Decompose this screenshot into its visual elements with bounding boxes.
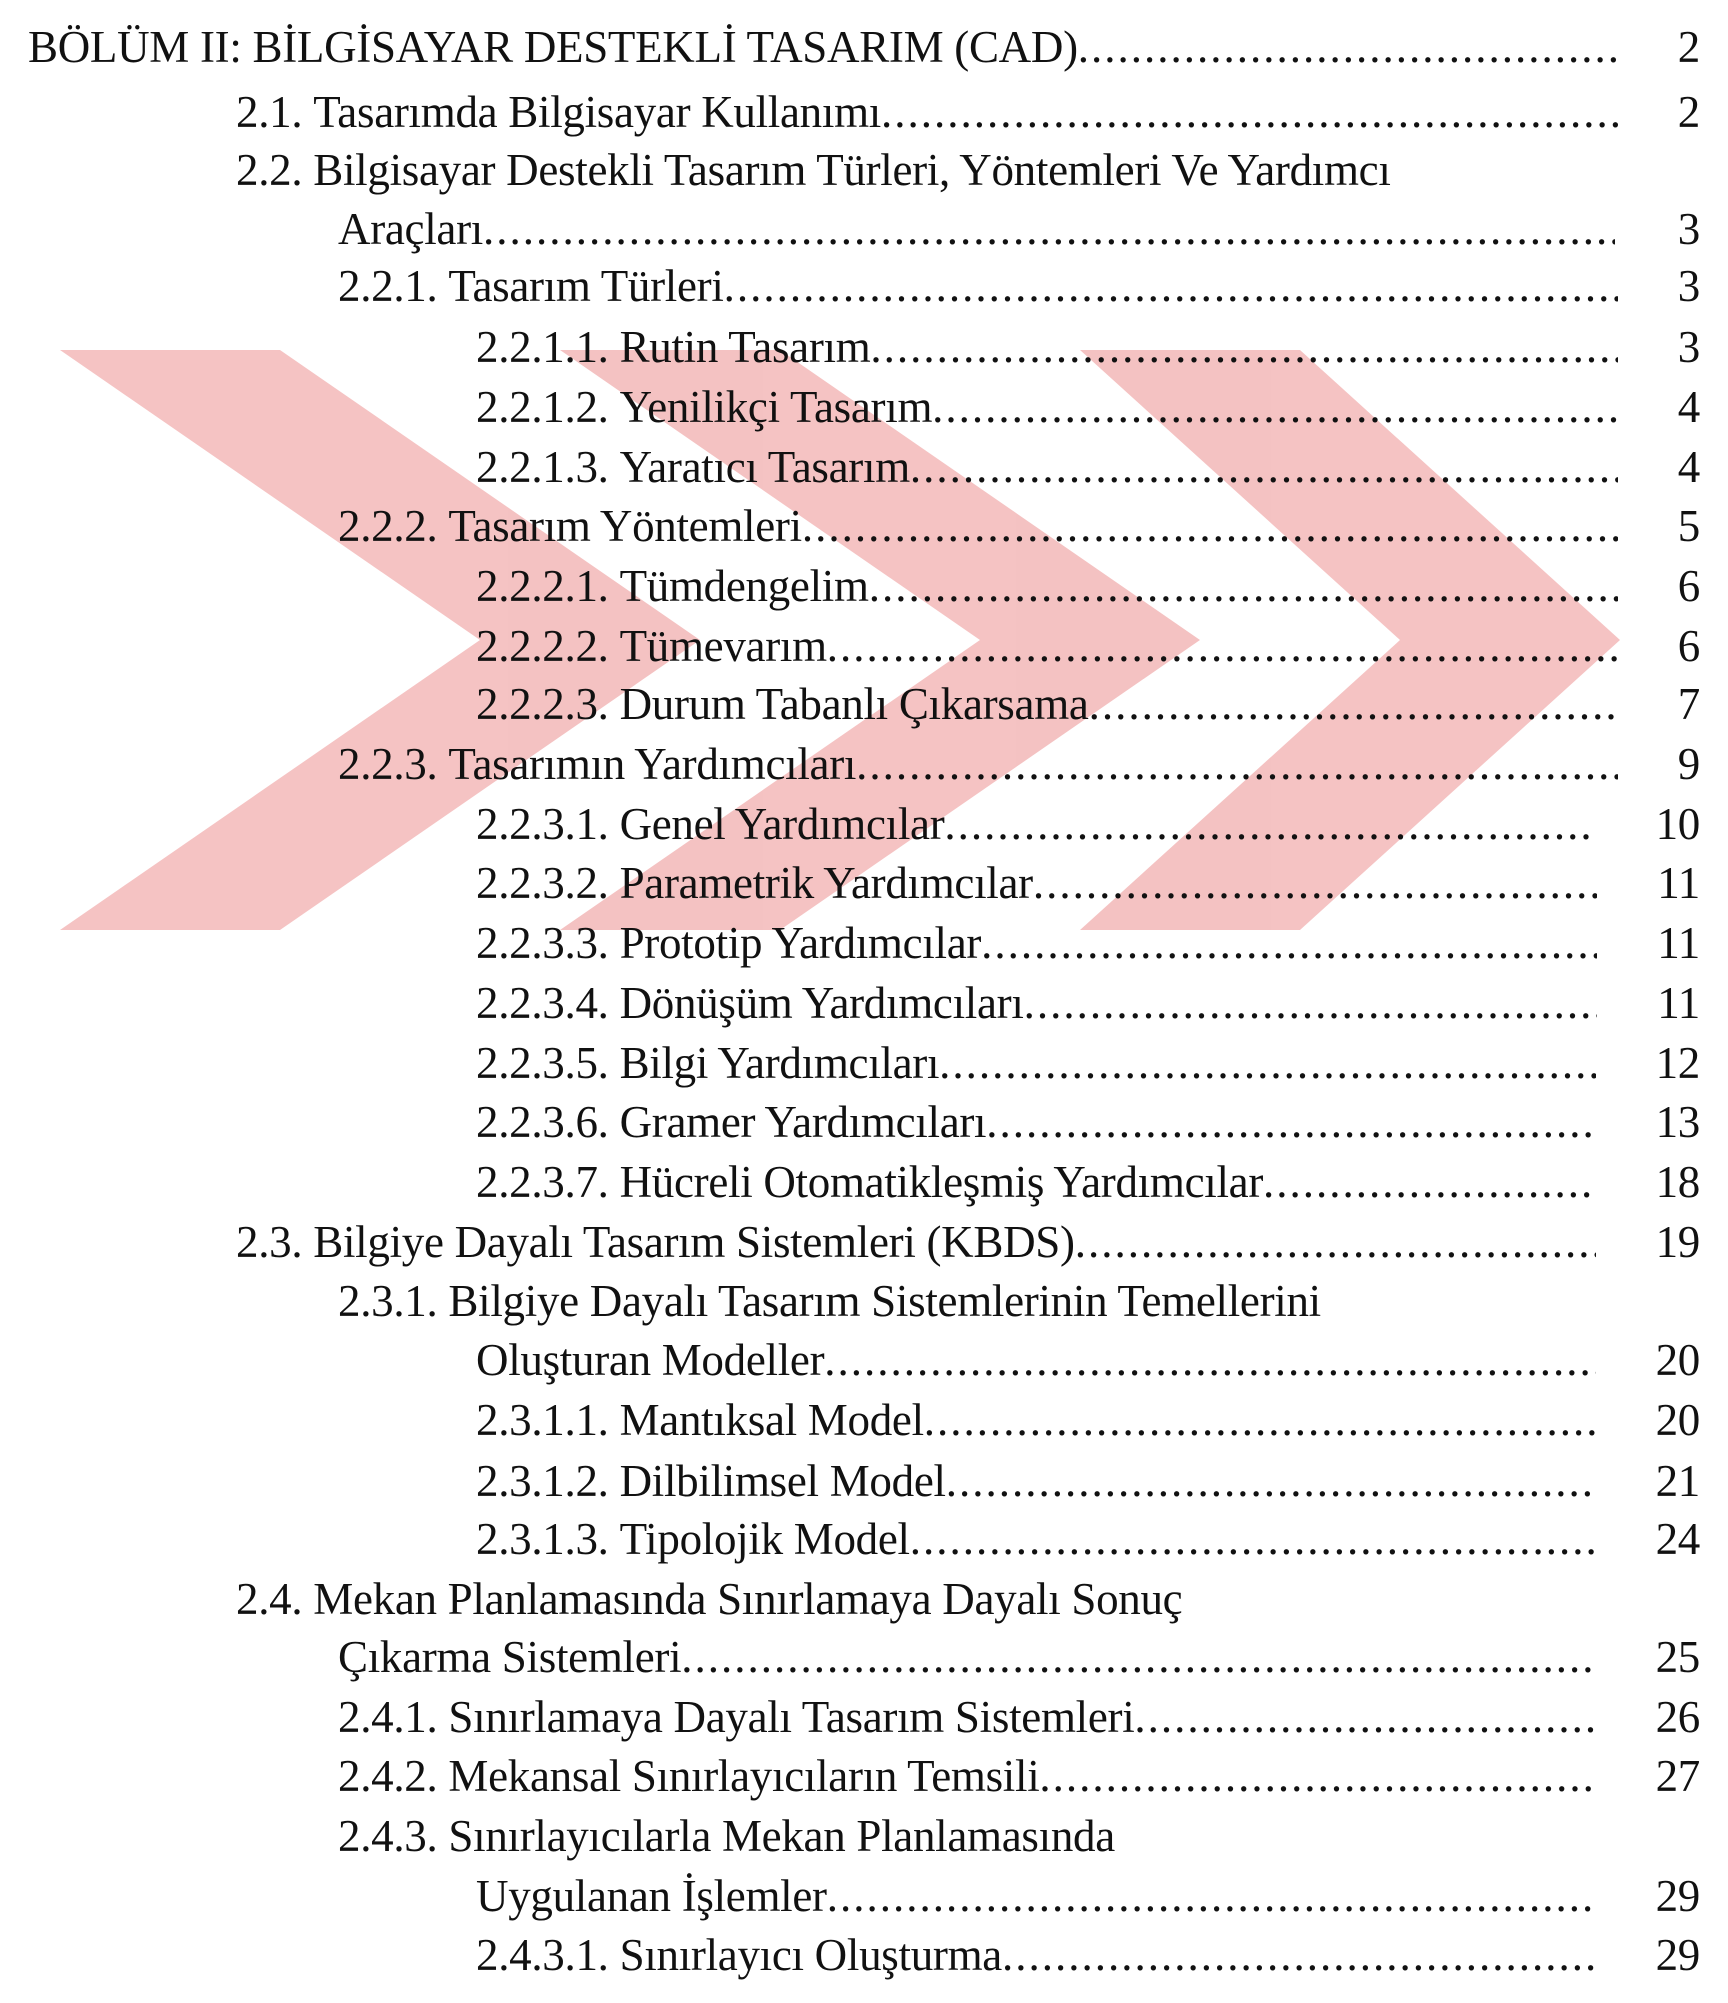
toc-entry-title: Mekan Planlamasında Sınırlamaya Dayalı Sonuç [313,1574,1183,1624]
toc-entry-title: Tümdengelim [619,561,869,611]
toc-entry-number: 2.3.1.1. [476,1395,620,1445]
toc-leader-dots [1134,1688,1595,1746]
toc-leader-dots [483,200,1615,258]
toc-entry-title: Prototip Yardımcılar [619,918,982,968]
toc-entry-page: 11 [1657,978,1700,1028]
toc-leader-dots [870,318,1617,376]
toc-entry [476,854,1728,912]
toc-leader-dots [932,378,1618,436]
toc-entry-number: 2.2.1.1. [476,322,620,372]
toc-entry [338,257,1728,315]
toc-entry [476,557,1728,615]
toc-entry [476,1867,1728,1925]
toc-entry [338,1628,1728,1686]
toc-leader-dots [939,1034,1595,1092]
toc-entry [476,795,1728,853]
toc-entry [476,1034,1728,1092]
toc-entry-number: 2.2.2.3. [476,679,620,729]
toc-entry-page: 9 [1677,739,1700,789]
toc-entry-page: 29 [1655,1871,1700,1921]
toc-entry-page: 5 [1677,501,1700,551]
toc-entry-number: 2.2. [236,145,314,195]
toc-entry-number: 2.2.3. [338,739,449,789]
toc-leader-dots [681,1628,1595,1686]
toc-leader-dots [924,1391,1596,1449]
toc-entry-title: Parametrik Yardımcılar [619,858,1033,908]
toc-entry-number: 2.2.3.5. [476,1038,620,1088]
toc-entry [338,1272,1728,1330]
toc-leader-dots [981,914,1597,972]
toc-entry-title: Dilbilimsel Model [619,1456,946,1506]
toc-entry-number: 2.2.1.3. [476,442,620,492]
toc-entry [236,1213,1728,1271]
toc-leader-dots [724,257,1618,315]
toc-entry-page: 21 [1655,1456,1700,1506]
toc-leader-dots [1075,1213,1596,1271]
toc-entry-number: 2.4.3. [338,1811,449,1861]
toc-entry [338,735,1728,793]
toc-entry-number: 2.4.1. [338,1692,449,1742]
toc-leader-dots [881,83,1618,141]
toc-leader-dots [1024,974,1598,1032]
toc-entry-number: 2.4. [236,1574,314,1624]
toc-entry-number: 2.4.2. [338,1751,449,1801]
toc-entry-page: 20 [1655,1335,1700,1385]
toc-leader-dots [824,1331,1595,1389]
toc-leader-dots [1263,1153,1596,1211]
toc-entry-title: Tasarım Türleri [448,261,724,311]
toc-leader-dots [986,1093,1595,1151]
toc-entry-number: 2.1. [236,87,314,137]
toc-entry-page: 13 [1655,1097,1700,1147]
toc-entry-page: 4 [1677,442,1700,492]
toc-entry-page: 3 [1677,322,1700,372]
toc-entry [476,1452,1728,1510]
toc-entry [476,1093,1728,1151]
toc-entry [476,675,1728,733]
toc-entry-title: Mekansal Sınırlayıcıların Temsili [448,1751,1040,1801]
toc-leader-dots [1078,18,1618,76]
toc-leader-dots [869,557,1618,615]
toc-entry-number: 2.3.1. [338,1276,449,1326]
toc-entry [338,1688,1728,1746]
toc-entry-number: 2.2.2.1. [476,561,620,611]
toc-entry-page: 19 [1655,1217,1700,1267]
toc-entry [476,1153,1728,1211]
toc-entry [338,1747,1728,1805]
toc-entry [476,438,1728,496]
toc-entry-title: Tasarımda Bilgisayar Kullanımı [313,87,881,137]
toc-leader-dots [1002,1926,1596,1984]
toc-entry-title: Uygulanan İşlemler [476,1871,827,1921]
toc-leader-dots [827,617,1618,675]
toc-entry-number: 2.2.1. [338,261,449,311]
toc-entry-page: 20 [1655,1395,1700,1445]
toc-entry-title: Oluşturan Modeller [476,1335,825,1385]
toc-entry-page: 4 [1677,382,1700,432]
toc-entry-title: Araçları [338,204,483,254]
toc-entry-title: Sınırlamaya Dayalı Tasarım Sistemleri [448,1692,1135,1742]
toc-entry-page: 6 [1677,621,1700,671]
toc-leader-dots [1039,1747,1595,1805]
toc-entry [236,141,1728,199]
toc-entry [338,1807,1728,1865]
toc-entry-page: 2 [1677,22,1700,72]
toc-entry [476,974,1728,1032]
toc-entry-title: Dönüşüm Yardımcıları [619,978,1024,1028]
toc-entry [476,378,1728,436]
toc-entry [476,914,1728,972]
toc-entry-page: 2 [1677,87,1700,137]
toc-leader-dots [910,1510,1596,1568]
toc-entry-title: Tasarım Yöntemleri [448,501,802,551]
toc-entry-number: 2.2.3.4. [476,978,620,1028]
toc-entry-page: 25 [1655,1632,1700,1682]
toc-leader-dots [856,735,1618,793]
toc-leader-dots [910,438,1618,496]
toc-entry-page: 12 [1655,1038,1700,1088]
toc-entry-page: 7 [1677,679,1700,729]
toc-entry-title: Tipolojik Model [619,1514,910,1564]
toc-entry-title: Bilgiye Dayalı Tasarım Sistemlerinin Temellerini [448,1276,1321,1326]
toc-entry-page: 27 [1655,1751,1700,1801]
toc-entry-number: 2.2.3.1. [476,799,620,849]
toc-entry-number: 2.2.3.2. [476,858,620,908]
toc-leader-dots [1089,675,1618,733]
toc-entry-title: Rutin Tasarım [619,322,871,372]
toc-entry-page: 11 [1657,858,1700,908]
toc-entry-number: 2.2.1.2. [476,382,620,432]
toc-entry [338,497,1728,555]
toc-entry-number: 2.2.2.2. [476,621,620,671]
toc-entry-number: 2.3.1.2. [476,1456,620,1506]
toc-leader-dots [946,1452,1596,1510]
toc-entry-page: 29 [1655,1930,1700,1980]
toc-entry [476,1391,1728,1449]
toc-entry [338,200,1728,258]
toc-entry [476,617,1728,675]
toc-entry [476,318,1728,376]
toc-entry [476,1926,1728,1984]
toc-entry-number: 2.2.3.3. [476,918,620,968]
toc-entry-title: BİLGİSAYAR DESTEKLİ TASARIM (CAD) [252,22,1078,72]
toc-entry-number: 2.3. [236,1217,314,1267]
toc-entry-number: 2.4.3.1. [476,1930,620,1980]
toc-leader-dots [1033,854,1597,912]
toc-entry-title: Tümevarım [619,621,827,671]
toc-entry-title: Sınırlayıcılarla Mekan Planlamasında [448,1811,1115,1861]
toc-entry [476,1510,1728,1568]
toc-entry-number: 2.2.3.7. [476,1157,620,1207]
toc-entry-page: 10 [1655,799,1700,849]
toc-entry-page: 18 [1655,1157,1700,1207]
toc-entry-page: 26 [1655,1692,1700,1742]
toc-entry-title: Hücreli Otomatikleşmiş Yardımcılar [619,1157,1264,1207]
toc-entry [28,18,1728,76]
toc-entry-title: Tasarımın Yardımcıları [448,739,857,789]
toc-leader-dots [944,795,1595,853]
toc-entry-number: 2.2.2. [338,501,449,551]
toc-entry-title: Bilgisayar Destekli Tasarım Türleri, Yöntemleri Ve Yardımcı [313,145,1391,195]
toc-entry-title: Gramer Yardımcıları [619,1097,987,1147]
toc-entry-page: 6 [1677,561,1700,611]
toc-entry-page: 24 [1655,1514,1700,1564]
toc-entry [236,1570,1728,1628]
toc-leader-dots [802,497,1618,555]
toc-entry-number: BÖLÜM II: [28,22,253,72]
toc-entry [476,1331,1728,1389]
toc-entry-title: Genel Yardımcılar [619,799,945,849]
toc-entry-title: Yenilikçi Tasarım [619,382,933,432]
toc-entry-number: 2.2.3.6. [476,1097,620,1147]
toc-entry-title: Bilgiye Dayalı Tasarım Sistemleri (KBDS) [313,1217,1075,1267]
toc-leader-dots [827,1867,1596,1925]
toc-entry-number: 2.3.1.3. [476,1514,620,1564]
toc-entry-title: Durum Tabanlı Çıkarsama [619,679,1089,729]
toc-entry-title: Çıkarma Sistemleri [338,1632,682,1682]
toc-entry-title: Sınırlayıcı Oluşturma [619,1930,1002,1980]
toc-entry-title: Mantıksal Model [619,1395,924,1445]
toc-entry-page: 11 [1657,918,1700,968]
toc-entry-page: 3 [1677,261,1700,311]
toc-entry-page: 3 [1677,204,1700,254]
toc-entry [236,83,1728,141]
toc-entry-title: Yaratıcı Tasarım [619,442,910,492]
toc-entry-title: Bilgi Yardımcıları [619,1038,940,1088]
